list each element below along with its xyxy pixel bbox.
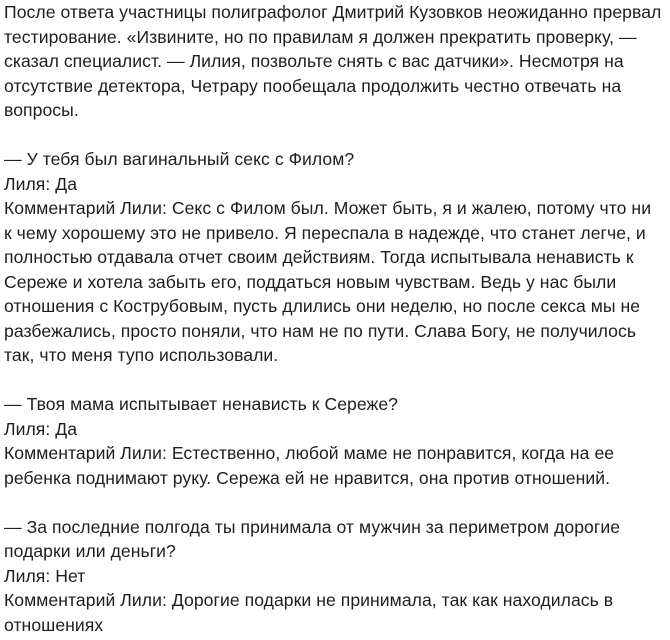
comment-text: Комментарий Лили: Дорогие подарки не принимала, так как находилась в отношениях (4, 590, 614, 635)
qa-block (4, 515, 662, 638)
answer-text: Лиля: Нет (4, 565, 86, 586)
comment-text: Комментарий Лили: Секс с Филом был. Может быть, я и жалею, потому что ни к чему хорошему это не привело. Я переспала в надежде, что станет легче, и полностью отдавала отчет своим действиям. Тогда испытывала ненависть к Сереже и хотела забыть его, поддаться новым чувствам. Ведь у нас были отношения с Кострубовым, пусть длились они неделю, но после секса мы не разбежались, просто поняли, что нам не по пути. Слава Богу, не получилось так, что меня тупо использовали. (4, 198, 652, 365)
answer-text: Лиля: Да (4, 418, 78, 439)
comment-text: Комментарий Лили: Естественно, любой маме не понравится, когда на ее ребенка поднимают руку. Сережа ей не нравится, она против отношений. (4, 443, 615, 488)
qa-block (4, 392, 662, 490)
question-text: — За последние полгода ты принимала от мужчин за периметром дорогие подарки или деньги? (4, 516, 621, 561)
question-text: — Твоя мама испытывает ненависть к Сереже? (4, 394, 399, 414)
answer-text: Лиля: Да (4, 173, 78, 194)
qa-block (4, 147, 662, 368)
intro-paragraph: После ответа участницы полиграфолог Дмитрий Кузовков неожиданно прервал тестирование. «Извините, но по правилам я должен прекратить проверку, — сказал специалист. — Лилия, позвольте снять с вас датчики». Несмотря на отсутствие детектора, Четрару пообещала продолжить честно отвечать на вопросы. (4, 2, 662, 120)
question-text: — У тебя был вагинальный секс с Филом? (4, 149, 355, 169)
